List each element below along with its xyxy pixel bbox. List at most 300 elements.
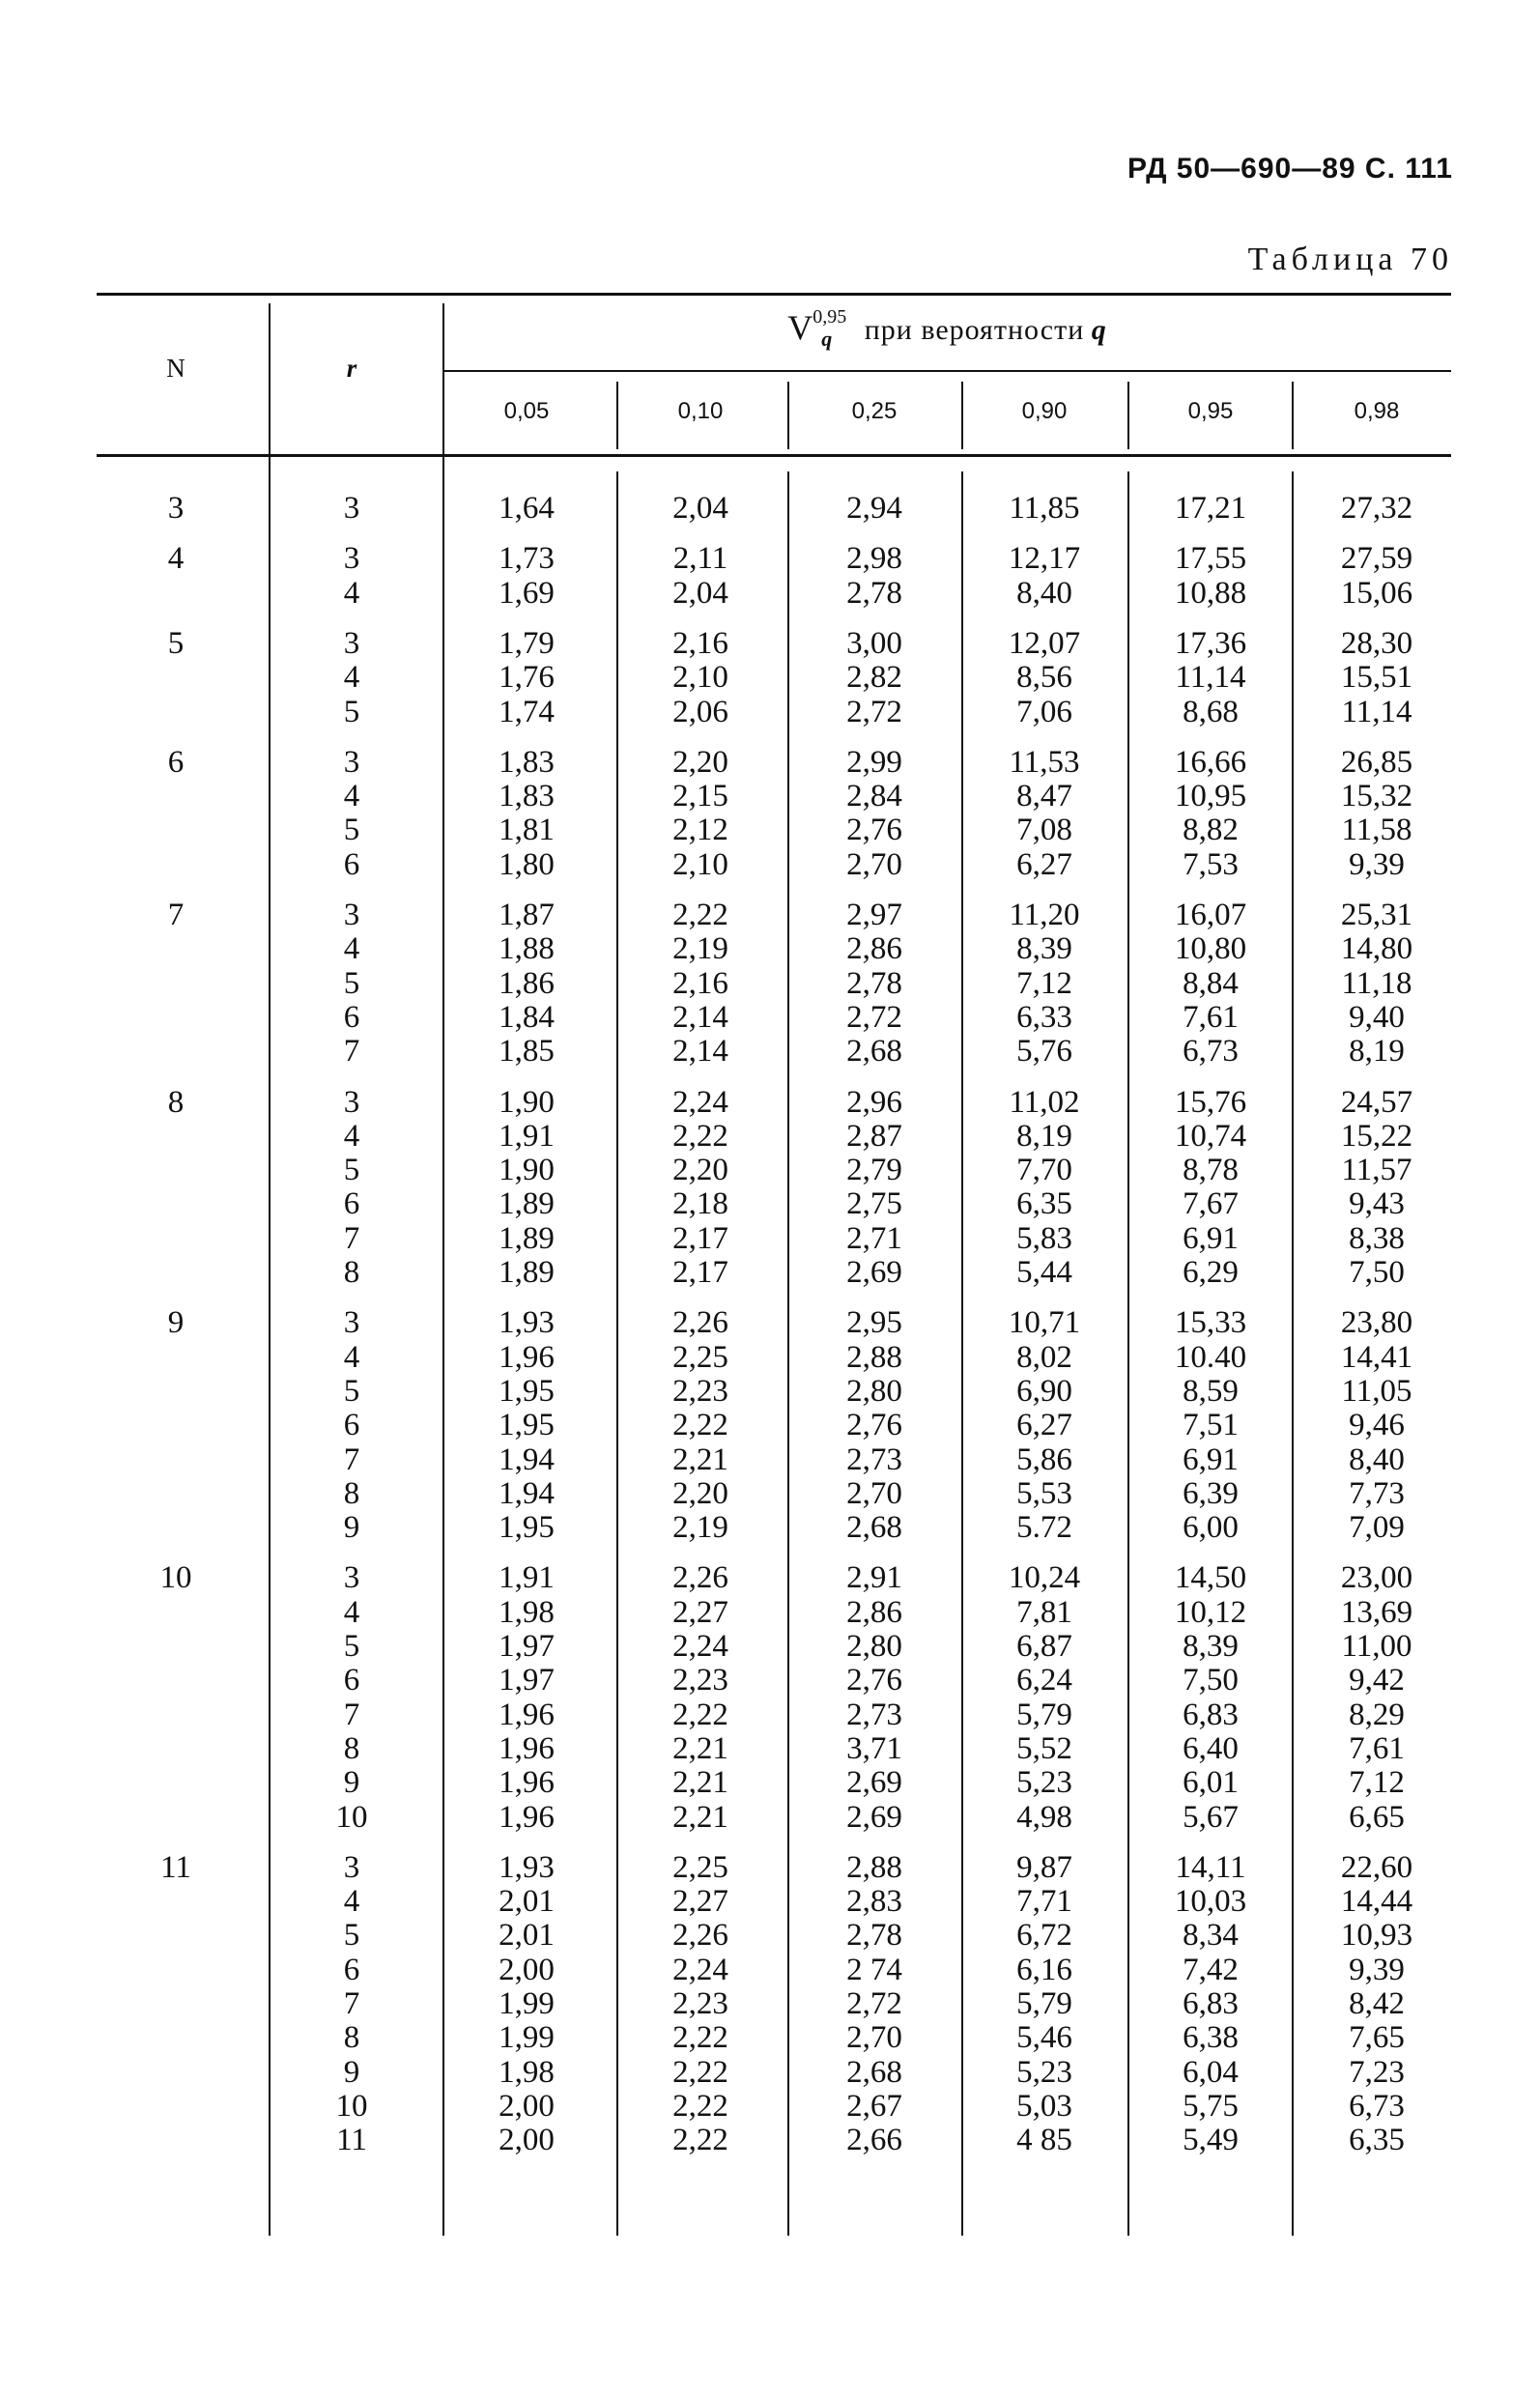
r-value: 4 <box>343 1594 360 1630</box>
r-value: 3 <box>343 1084 360 1120</box>
table-cell: 3,00 <box>846 625 902 661</box>
table-cell: 1,76 <box>499 660 555 696</box>
table-cell: 2,21 <box>672 1730 728 1766</box>
table-cell: 2,76 <box>846 1408 902 1443</box>
r-value: 4 <box>343 1339 360 1375</box>
table-cell: 2,67 <box>846 2088 902 2124</box>
table-cell: 6,27 <box>1016 846 1072 882</box>
table-cell: 8,19 <box>1016 1118 1072 1154</box>
r-value: 6 <box>343 1952 360 1987</box>
table-cell: 6,39 <box>1183 1475 1239 1511</box>
r-value: 4 <box>343 779 360 814</box>
r-value: 5 <box>343 1629 360 1664</box>
table-cell: 9,42 <box>1349 1663 1405 1698</box>
table-cell: 9,43 <box>1349 1186 1405 1222</box>
table-cell: 10.40 <box>1174 1339 1247 1375</box>
table-cell: 17,36 <box>1174 625 1247 661</box>
table-cell: 12,17 <box>1008 541 1081 577</box>
table-cell: 5,76 <box>1016 1034 1072 1070</box>
table-cell: 6,04 <box>1183 2054 1239 2090</box>
n-value: 5 <box>167 625 185 661</box>
table-cell: 6,00 <box>1183 1510 1239 1546</box>
table-cell: 14,41 <box>1340 1339 1413 1375</box>
table-cell: 7,81 <box>1016 1594 1072 1630</box>
table-cell: 5,03 <box>1016 2088 1072 2124</box>
table-cell: 2,72 <box>846 1986 902 2021</box>
r-value: 6 <box>343 1408 360 1443</box>
table-cell: 1,89 <box>499 1220 555 1256</box>
table-cell: 9,40 <box>1349 999 1405 1035</box>
table-cell: 6,72 <box>1016 1918 1072 1954</box>
top-rule <box>97 293 1451 296</box>
table-cell: 7,67 <box>1183 1186 1239 1222</box>
r-value: 7 <box>343 1220 360 1256</box>
table-cell: 6,91 <box>1183 1220 1239 1256</box>
table-cell: 6,65 <box>1349 1799 1405 1835</box>
table-cell: 1,83 <box>499 779 555 814</box>
table-cell: 9,39 <box>1349 1952 1405 1987</box>
table-cell: 7,51 <box>1183 1408 1239 1443</box>
table-cell: 2,88 <box>846 1339 902 1375</box>
q-header-1: 0,10 <box>677 398 724 424</box>
r-value: 5 <box>343 965 360 1001</box>
table-cell: 2,22 <box>672 1118 728 1154</box>
table-cell: 2,27 <box>672 1884 728 1920</box>
table-cell: 1,88 <box>499 931 555 967</box>
table-cell: 8,59 <box>1183 1373 1239 1409</box>
table-cell: 7,73 <box>1349 1475 1405 1511</box>
q-header-2: 0,25 <box>851 398 898 424</box>
table-cell: 1,97 <box>499 1663 555 1698</box>
table-cell: 1,98 <box>499 1594 555 1630</box>
table-cell: 5,75 <box>1183 2088 1239 2124</box>
table-cell: 11,02 <box>1009 1084 1080 1120</box>
table-cell: 10,24 <box>1008 1560 1081 1596</box>
r-value: 5 <box>343 1918 360 1954</box>
n-value: 6 <box>167 744 185 780</box>
table-cell: 2,75 <box>846 1186 902 1222</box>
table-cell: 5,23 <box>1016 1765 1072 1801</box>
divider-q2 <box>787 471 789 2236</box>
table-cell: 1,95 <box>499 1408 555 1443</box>
table-cell: 8,39 <box>1016 931 1072 967</box>
r-value: 4 <box>343 1884 360 1920</box>
table-cell: 25,31 <box>1340 898 1413 932</box>
table-cell: 1,96 <box>499 1339 555 1375</box>
table-cell: 9,46 <box>1349 1408 1405 1443</box>
table-cell: 10,93 <box>1340 1918 1413 1954</box>
table-cell: 8,42 <box>1349 1986 1405 2021</box>
divider-q5-header <box>1292 382 1294 449</box>
table-cell: 2,87 <box>846 1118 902 1154</box>
table-cell: 12,07 <box>1008 625 1081 661</box>
table-cell: 14,80 <box>1340 931 1413 967</box>
table-cell: 7,65 <box>1349 2020 1405 2056</box>
r-value: 3 <box>343 625 360 661</box>
table-cell: 1,93 <box>499 1849 555 1885</box>
table-cell: 5,86 <box>1016 1441 1072 1477</box>
table-cell: 7,08 <box>1016 813 1072 848</box>
table-cell: 5,46 <box>1016 2020 1072 2056</box>
table-cell: 7,53 <box>1183 846 1239 882</box>
table-cell: 8,19 <box>1349 1034 1405 1070</box>
table-cell: 2,66 <box>846 2123 902 2158</box>
table-cell: 6,73 <box>1183 1034 1239 1070</box>
table-cell: 2,11 <box>672 541 728 577</box>
group-title <box>444 307 1449 352</box>
table-cell: 2,69 <box>846 1799 902 1835</box>
table-caption: Таблица 70 <box>1247 242 1453 277</box>
table-cell: 2,04 <box>672 575 728 611</box>
table-cell: 4,98 <box>1016 1799 1072 1835</box>
table-cell: 2,26 <box>672 1560 728 1596</box>
table-cell: 11,58 <box>1341 813 1412 848</box>
table-cell: 6,38 <box>1183 2020 1239 2056</box>
table-cell: 1,64 <box>499 491 555 526</box>
table-cell: 5,52 <box>1016 1730 1072 1766</box>
table-cell: 8,56 <box>1016 660 1072 696</box>
table-cell: 2,68 <box>846 2054 902 2090</box>
table-cell: 2,76 <box>846 813 902 848</box>
table-cell: 2,26 <box>672 1305 728 1341</box>
table-cell: 2 74 <box>846 1952 902 1987</box>
table-cell: 2,26 <box>672 1918 728 1954</box>
table-cell: 6,35 <box>1349 2123 1405 2158</box>
table-cell: 11,05 <box>1341 1373 1412 1409</box>
table-cell: 8,39 <box>1183 1629 1239 1664</box>
table-cell: 5,79 <box>1016 1697 1072 1732</box>
table-cell: 22,60 <box>1340 1849 1413 1885</box>
table-cell: 1,73 <box>499 541 555 577</box>
table-cell: 2,98 <box>846 541 902 577</box>
table-cell: 2,22 <box>672 2123 728 2158</box>
q-header-3: 0,90 <box>1021 398 1068 424</box>
table-cell: 10,95 <box>1174 779 1247 814</box>
table-cell: 2,23 <box>672 1373 728 1409</box>
table-cell: 7,50 <box>1183 1663 1239 1698</box>
table-cell: 1,95 <box>499 1373 555 1409</box>
r-value: 3 <box>343 1305 360 1341</box>
r-value: 4 <box>343 931 360 967</box>
column-header-r: r <box>346 354 357 383</box>
table-cell: 2,84 <box>846 779 902 814</box>
table-cell: 11,00 <box>1341 1629 1412 1664</box>
r-value: 9 <box>343 1510 360 1546</box>
table-cell: 8,38 <box>1349 1220 1405 1256</box>
table-cell: 8,47 <box>1016 779 1072 814</box>
table-cell: 1,96 <box>499 1730 555 1766</box>
group-title-subscript: q <box>821 327 833 351</box>
divider-q3 <box>961 471 963 2236</box>
table-cell: 7,61 <box>1349 1730 1405 1766</box>
table-cell: 4 85 <box>1016 2123 1072 2158</box>
r-value: 3 <box>343 898 360 932</box>
table-cell: 1,79 <box>499 625 555 661</box>
divider-q4 <box>1127 471 1129 2236</box>
table-cell: 2,83 <box>846 1884 902 1920</box>
table-cell: 5,23 <box>1016 2054 1072 2090</box>
table-cell: 1,81 <box>499 813 555 848</box>
table-cell: 9,39 <box>1349 846 1405 882</box>
table-cell: 5,49 <box>1183 2123 1239 2158</box>
r-value: 5 <box>343 1153 360 1188</box>
table-cell: 2,72 <box>846 694 902 729</box>
table-cell: 15,32 <box>1340 779 1413 814</box>
table-cell: 13,69 <box>1340 1594 1413 1630</box>
table-cell: 3,71 <box>846 1730 902 1766</box>
r-value: 6 <box>343 846 360 882</box>
divider-q1 <box>616 471 618 2236</box>
table-cell: 7,23 <box>1349 2054 1405 2090</box>
table-cell: 1,89 <box>499 1255 555 1290</box>
table-cell: 2,01 <box>499 1884 555 1920</box>
r-value: 8 <box>343 1255 360 1290</box>
table-cell: 2,23 <box>672 1986 728 2021</box>
table-cell: 6,01 <box>1183 1765 1239 1801</box>
table-cell: 2,70 <box>846 2020 902 2056</box>
table-cell: 2,70 <box>846 846 902 882</box>
table-cell: 7,70 <box>1016 1153 1072 1188</box>
table-cell: 2,97 <box>846 898 902 932</box>
table-cell: 2,68 <box>846 1510 902 1546</box>
table-cell: 1,98 <box>499 2054 555 2090</box>
table-cell: 14,50 <box>1174 1560 1247 1596</box>
table-cell: 14,11 <box>1175 1849 1246 1885</box>
table-cell: 7,09 <box>1349 1510 1405 1546</box>
table-cell: 15,06 <box>1340 575 1413 611</box>
table-cell: 2,06 <box>672 694 728 729</box>
table-cell: 2,78 <box>846 575 902 611</box>
table-cell: 7,12 <box>1349 1765 1405 1801</box>
r-value: 8 <box>343 2020 360 2056</box>
n-value: 11 <box>160 1849 191 1885</box>
table-cell: 6,83 <box>1183 1697 1239 1732</box>
r-value: 7 <box>343 1697 360 1732</box>
table-cell: 2,68 <box>846 1034 902 1070</box>
table-cell: 2,24 <box>672 1952 728 1987</box>
r-value: 7 <box>343 1441 360 1477</box>
table-cell: 2,96 <box>846 1084 902 1120</box>
r-value: 3 <box>343 1849 360 1885</box>
table-cell: 24,57 <box>1340 1084 1413 1120</box>
table-cell: 1,96 <box>499 1765 555 1801</box>
table-cell: 27,59 <box>1340 541 1413 577</box>
group-title-symbol: V <box>787 308 813 347</box>
r-value: 3 <box>343 744 360 780</box>
table-cell: 11,85 <box>1009 491 1080 526</box>
table-cell: 7,42 <box>1183 1952 1239 1987</box>
table-cell: 2,24 <box>672 1084 728 1120</box>
table-cell: 8,82 <box>1183 813 1239 848</box>
divider-q2-header <box>787 382 789 449</box>
table-cell: 2,69 <box>846 1255 902 1290</box>
table-cell: 6,91 <box>1183 1441 1239 1477</box>
table-cell: 2,27 <box>672 1594 728 1630</box>
table-cell: 2,94 <box>846 491 902 526</box>
table-cell: 8,84 <box>1183 965 1239 1001</box>
n-value: 9 <box>167 1305 185 1341</box>
r-value: 7 <box>343 1986 360 2021</box>
divider-q5 <box>1292 471 1294 2236</box>
r-value: 10 <box>335 1799 368 1835</box>
table-cell: 2,21 <box>672 1765 728 1801</box>
table-cell: 11,57 <box>1341 1153 1412 1188</box>
table-cell: 9,87 <box>1016 1849 1072 1885</box>
table-cell: 2,10 <box>672 660 728 696</box>
table-cell: 26,85 <box>1340 744 1413 780</box>
table-cell: 2,22 <box>672 898 728 932</box>
table-cell: 10,03 <box>1174 1884 1247 1920</box>
table-cell: 2,78 <box>846 965 902 1001</box>
table-cell: 5.72 <box>1016 1510 1072 1546</box>
r-value: 3 <box>343 1560 360 1596</box>
table-cell: 6,83 <box>1183 1986 1239 2021</box>
table-cell: 10,80 <box>1174 931 1247 967</box>
table-cell: 2,22 <box>672 1408 728 1443</box>
n-value: 8 <box>167 1084 185 1120</box>
table-cell: 1,91 <box>499 1118 555 1154</box>
table-cell: 2,82 <box>846 660 902 696</box>
table-cell: 1,80 <box>499 846 555 882</box>
table-cell: 1,84 <box>499 999 555 1035</box>
table-cell: 1,99 <box>499 1986 555 2021</box>
table-cell: 11,18 <box>1341 965 1412 1001</box>
r-value: 3 <box>343 491 360 526</box>
table-cell: 28,30 <box>1340 625 1413 661</box>
table-cell: 7,50 <box>1349 1255 1405 1290</box>
table-cell: 1,94 <box>499 1475 555 1511</box>
table-cell: 23,00 <box>1340 1560 1413 1596</box>
table-cell: 27,32 <box>1340 491 1413 526</box>
table-cell: 11,14 <box>1175 660 1246 696</box>
table-cell: 8,78 <box>1183 1153 1239 1188</box>
table-cell: 2,22 <box>672 2020 728 2056</box>
table-cell: 2,04 <box>672 491 728 526</box>
table-cell: 6,90 <box>1016 1373 1072 1409</box>
header-bottom-rule <box>97 454 1451 457</box>
n-value: 4 <box>167 541 185 577</box>
table-cell: 8,40 <box>1349 1441 1405 1477</box>
table-cell: 1,87 <box>499 898 555 932</box>
table-cell: 1,74 <box>499 694 555 729</box>
table-cell: 14,44 <box>1340 1884 1413 1920</box>
group-title-text: при вероятности <box>864 314 1085 346</box>
table-cell: 7,71 <box>1016 1884 1072 1920</box>
table-cell: 2,20 <box>672 744 728 780</box>
divider-n-r <box>269 303 271 2236</box>
table-cell: 6,40 <box>1183 1730 1239 1766</box>
header-group-rule <box>444 370 1451 372</box>
n-value: 7 <box>167 898 185 932</box>
r-value: 6 <box>343 1186 360 1222</box>
r-value: 8 <box>343 1475 360 1511</box>
table-cell: 1,96 <box>499 1799 555 1835</box>
table-cell: 6,27 <box>1016 1408 1072 1443</box>
table-cell: 10,74 <box>1174 1118 1247 1154</box>
table-cell: 23,80 <box>1340 1305 1413 1341</box>
table-cell: 2,17 <box>672 1255 728 1290</box>
table-cell: 1,93 <box>499 1305 555 1341</box>
table-cell: 5,83 <box>1016 1220 1072 1256</box>
table-cell: 2,18 <box>672 1186 728 1222</box>
table-cell: 1,91 <box>499 1560 555 1596</box>
table-cell: 2,14 <box>672 1034 728 1070</box>
table-cell: 6,16 <box>1016 1952 1072 1987</box>
table-cell: 11,53 <box>1009 744 1080 780</box>
table-cell: 6,24 <box>1016 1663 1072 1698</box>
table-cell: 17,55 <box>1174 541 1247 577</box>
divider-q1-header <box>616 382 618 449</box>
table-cell: 10,12 <box>1174 1594 1247 1630</box>
q-header-4: 0,95 <box>1187 398 1234 424</box>
table-cell: 2,99 <box>846 744 902 780</box>
table-cell: 2,71 <box>846 1220 902 1256</box>
r-value: 7 <box>343 1034 360 1070</box>
table-cell: 2,25 <box>672 1339 728 1375</box>
table-cell: 16,66 <box>1174 744 1247 780</box>
r-value: 8 <box>343 1730 360 1766</box>
table-cell: 2,20 <box>672 1153 728 1188</box>
table-cell: 11,20 <box>1009 898 1080 932</box>
table-cell: 2,12 <box>672 813 728 848</box>
table-cell: 5,44 <box>1016 1255 1072 1290</box>
divider-q4-header <box>1127 382 1129 449</box>
table-cell: 2,00 <box>499 2123 555 2158</box>
r-value: 5 <box>343 694 360 729</box>
table-cell: 2,73 <box>846 1441 902 1477</box>
table-cell: 1,89 <box>499 1186 555 1222</box>
table-cell: 2,22 <box>672 2088 728 2124</box>
table-cell: 2,95 <box>846 1305 902 1341</box>
table-cell: 2,70 <box>846 1475 902 1511</box>
table-cell: 1,90 <box>499 1153 555 1188</box>
table-cell: 2,80 <box>846 1373 902 1409</box>
table-cell: 2,25 <box>672 1849 728 1885</box>
r-value: 11 <box>336 2123 367 2158</box>
table-cell: 2,21 <box>672 1799 728 1835</box>
table-cell: 1,85 <box>499 1034 555 1070</box>
table-cell: 2,78 <box>846 1918 902 1954</box>
table-cell: 1,94 <box>499 1441 555 1477</box>
r-value: 4 <box>343 1118 360 1154</box>
table-cell: 5,79 <box>1016 1986 1072 2021</box>
table-cell: 2,88 <box>846 1849 902 1885</box>
table-cell: 2,16 <box>672 965 728 1001</box>
table-cell: 2,01 <box>499 1918 555 1954</box>
table-cell: 2,19 <box>672 1510 728 1546</box>
table-cell: 15,33 <box>1174 1305 1247 1341</box>
r-value: 6 <box>343 1663 360 1698</box>
table-cell: 7,06 <box>1016 694 1072 729</box>
table-cell: 15,51 <box>1340 660 1413 696</box>
table-cell: 2,14 <box>672 999 728 1035</box>
table-cell: 2,22 <box>672 1697 728 1732</box>
table-cell: 11,14 <box>1341 694 1412 729</box>
table-cell: 8,29 <box>1349 1697 1405 1732</box>
column-header-n: N <box>166 354 185 383</box>
divider-r-values <box>442 303 444 2236</box>
group-title-superscript: 0,95 <box>813 306 847 328</box>
r-value: 10 <box>335 2088 368 2124</box>
table-cell: 6,29 <box>1183 1255 1239 1290</box>
table-cell: 17,21 <box>1174 491 1247 526</box>
page-header: РД 50—690—89 С. 111 <box>1126 153 1453 185</box>
r-value: 9 <box>343 2054 360 2090</box>
table-cell: 2,19 <box>672 931 728 967</box>
table-cell: 10,71 <box>1008 1305 1081 1341</box>
r-value: 5 <box>343 1373 360 1409</box>
table-cell: 5,67 <box>1183 1799 1239 1835</box>
